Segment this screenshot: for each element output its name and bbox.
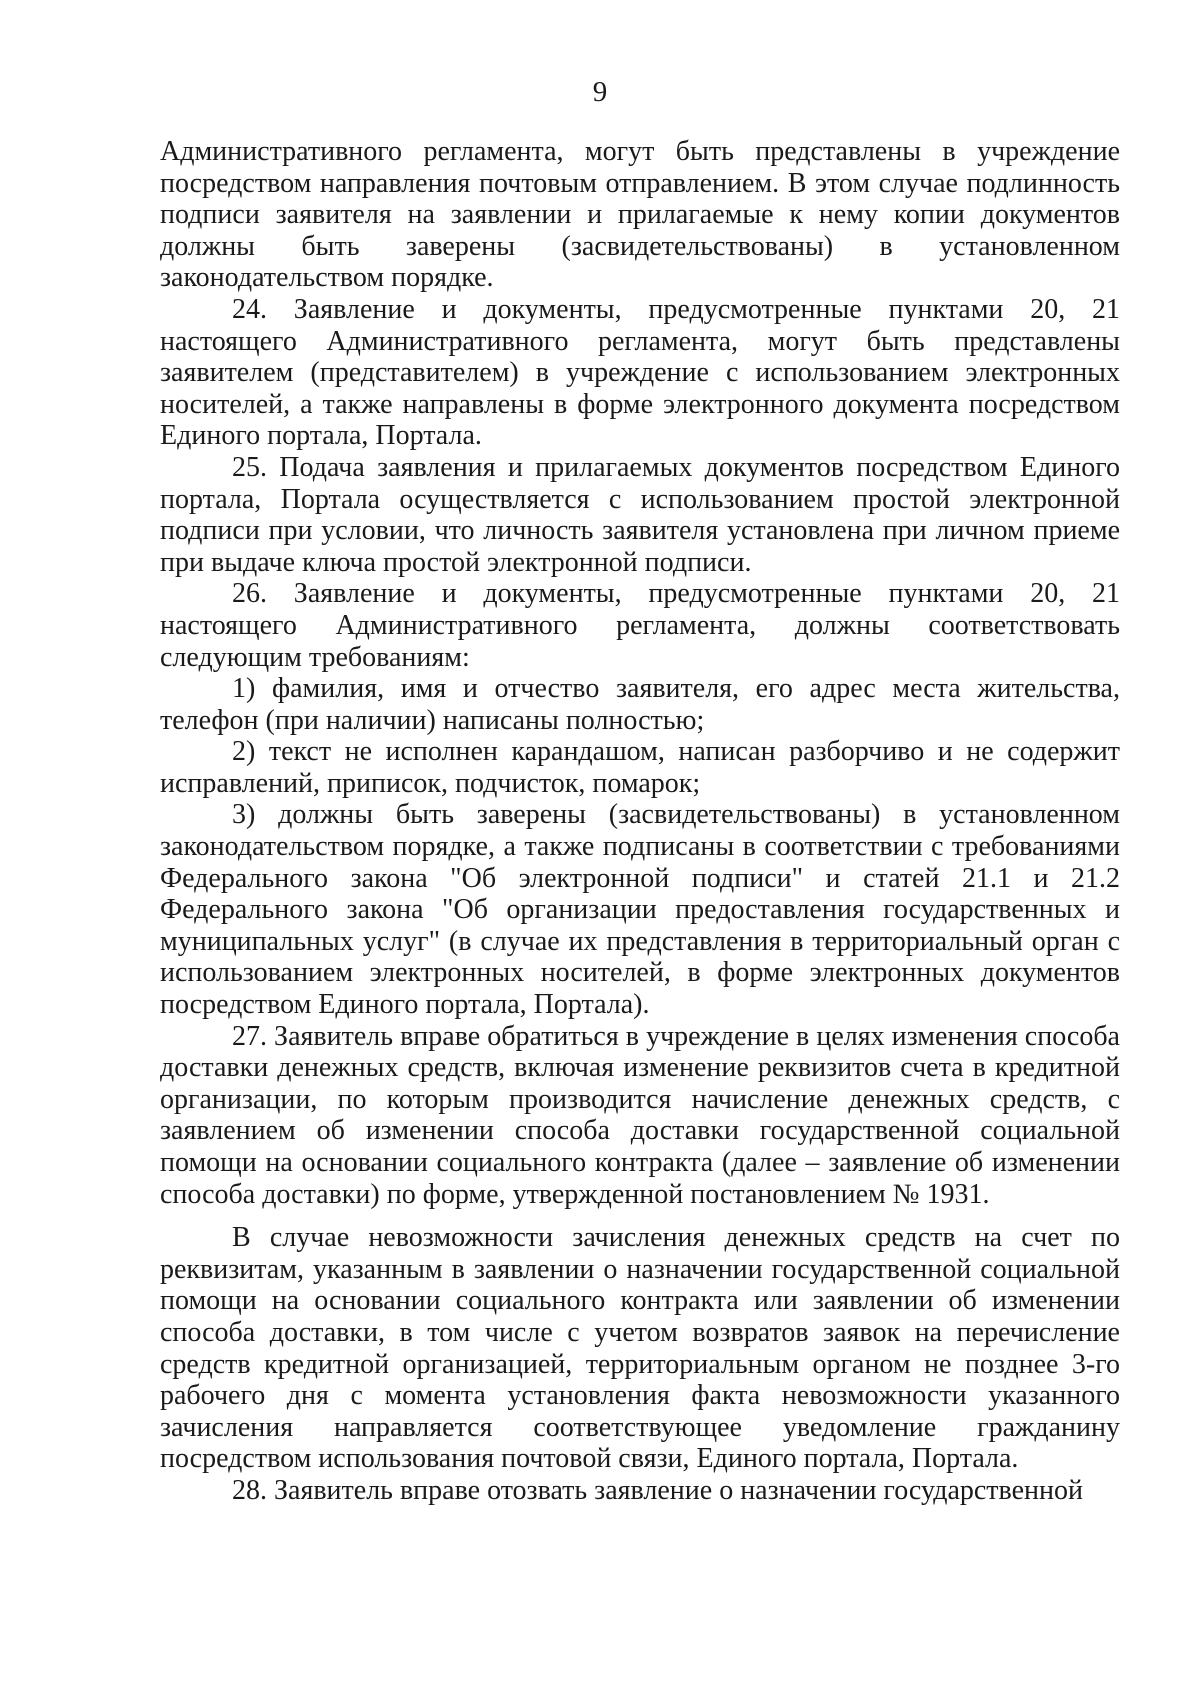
- paragraph-continuation: Административного регламента, могут быть представлены в учреждение посредством направления почтовым отправлением. В этом случае подлинность подписи заявителя на заявлении и прилагаемые к нему копии документов должны быть заверены (засвидетельствованы) в установленном законодательством порядке.: [160, 136, 1120, 294]
- list-item-3: 3) должны быть заверены (засвидетельствованы) в установленном законодательством порядке, а также подписаны в соответствии с требованиями Федерального закона "Об электронной подписи" и статей 21.1 и 21.2 Федерального закона "Об организации предоставления государственных и муниципальных услуг" (в случае их представления в территориальный орган с использованием электронных носителей, в форме электронных документов посредством Единого портала, Портала).: [160, 799, 1120, 1021]
- paragraph-24: 24. Заявление и документы, предусмотренные пунктами 20, 21 настоящего Административного регламента, могут быть представлены заявителем (представителем) в учреждение с использованием электронных носителей, а также направлены в форме электронного документа посредством Единого портала, Портала.: [160, 293, 1120, 452]
- document-body: [160, 136, 1120, 1507]
- page-number: 9: [592, 76, 608, 108]
- paragraph-26: 26. Заявление и документы, предусмотренные пунктами 20, 21 настоящего Административного регламента, должны соответствовать следующим требованиям:: [160, 578, 1120, 673]
- list-item-1: 1) фамилия, имя и отчество заявителя, его адрес места жительства, телефон (при наличии) написаны полностью;: [160, 673, 1120, 736]
- list-item-2: 2) текст не исполнен карандашом, написан разборчиво и не содержит исправлений, приписок, подчисток, помарок;: [160, 736, 1120, 799]
- paragraph-28: 28. Заявитель вправе отозвать заявление о назначении государственной: [232, 1474, 1083, 1506]
- paragraph-25: 25. Подача заявления и прилагаемых документов посредством Единого портала, Портала осуществляется с использованием простой электронной подписи при условии, что личность заявителя установлена при личном приеме при выдаче ключа простой электронной подписи.: [160, 451, 1120, 578]
- paragraph-27-continuation: В случае невозможности зачисления денежных средств на счет по реквизитам, указанным в заявлении о назначении государственной социальной помощи на основании социального контракта или заявлении об изменении способа доставки, в том числе с учетом возвратов заявок на перечисление средств кредитной организацией, территориальным органом не позднее 3-го рабочего дня с момента установления факта невозможности указанного зачисления направляется соответствующее уведомление гражданину посредством использования почтовой связи, Единого портала, Портала.: [160, 1222, 1120, 1475]
- paragraph-27: 27. Заявитель вправе обратиться в учреждение в целях изменения способа доставки денежных средств, включая изменение реквизитов счета в кредитной организации, по которым производится начисление денежных средств, с заявлением об изменении способа доставки государственной социальной помощи на основании социального контракта (далее – заявление об изменении способа доставки) по форме, утвержденной постановлением № 1931.: [160, 1020, 1120, 1210]
